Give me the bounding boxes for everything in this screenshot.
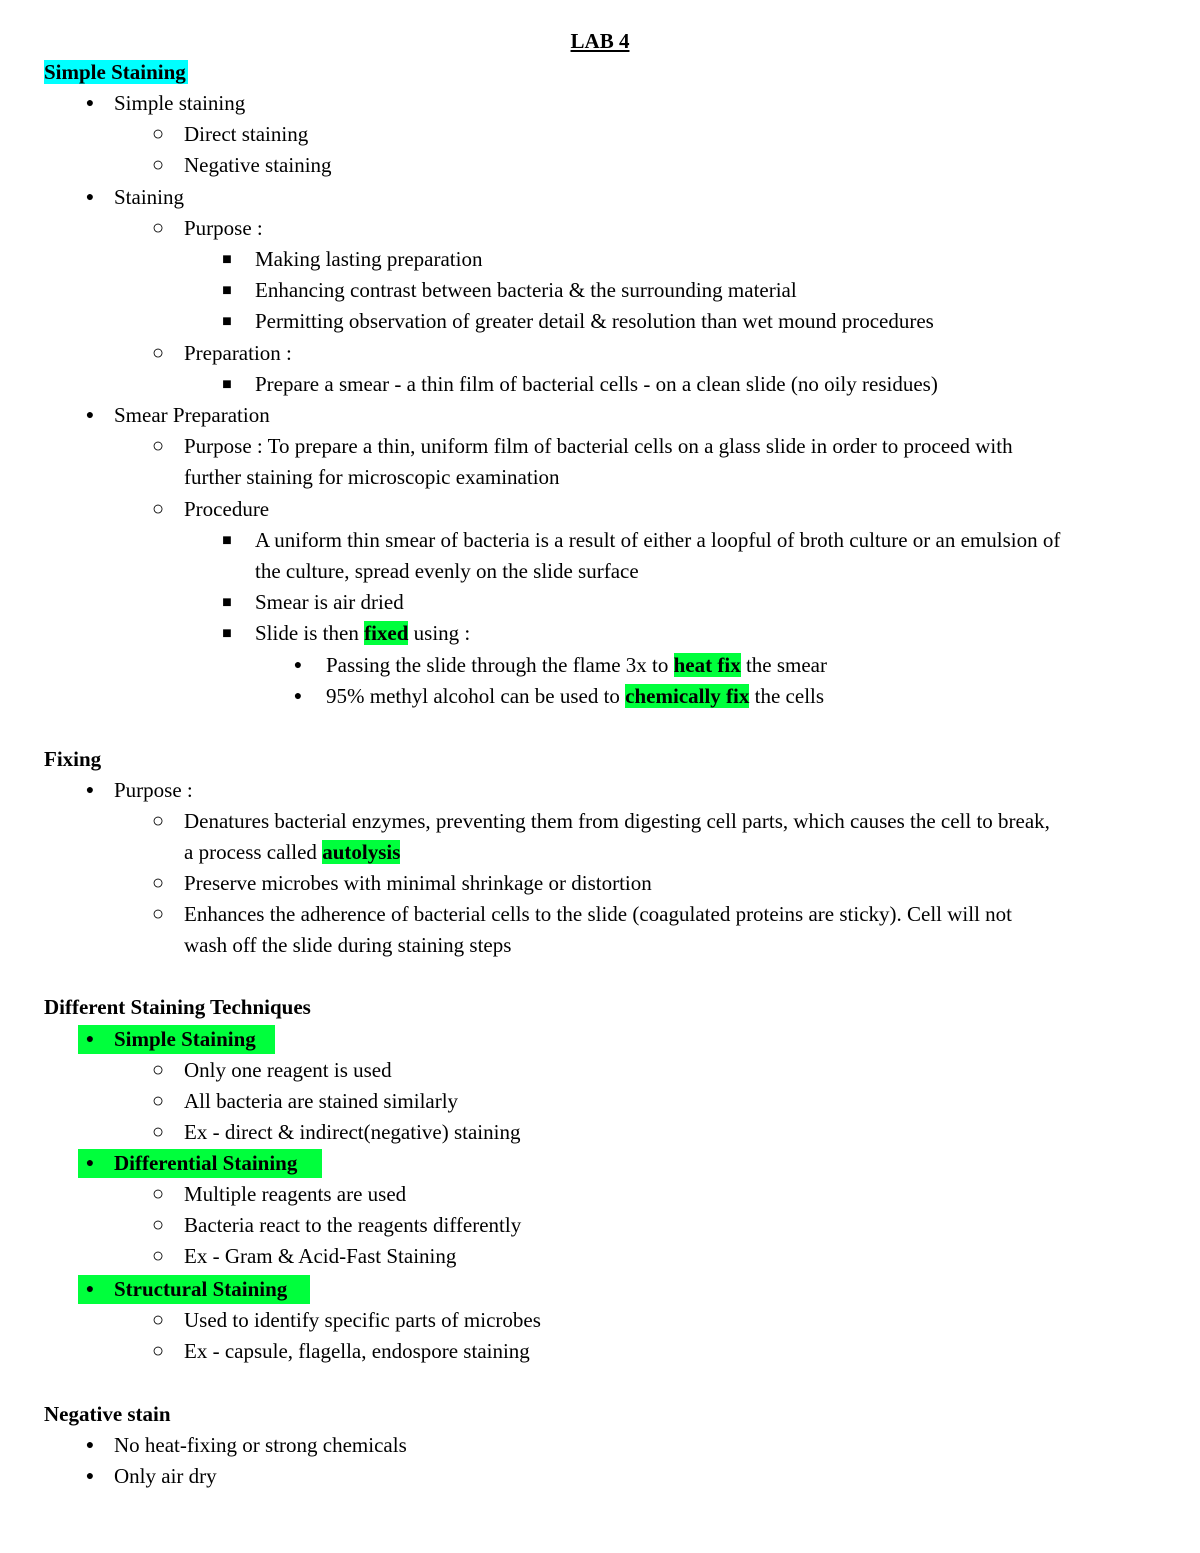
list-item <box>151 1305 541 1336</box>
item-text: Purpose : <box>184 216 263 240</box>
item-text: A uniform thin smear of bacteria is a result of either a loopful of broth culture or an emulsion of <box>255 528 1061 552</box>
bullet-circle-icon: ○ <box>151 154 165 176</box>
section-heading-simple-staining <box>44 57 188 88</box>
list-item <box>222 618 471 649</box>
bullet-disc-icon: ● <box>293 689 303 704</box>
highlight-autolysis: autolysis <box>322 840 401 864</box>
section-heading-fixing: Fixing <box>44 747 102 771</box>
item-text: Enhancing contrast between bacteria & the surrounding material <box>255 278 797 302</box>
list-item <box>151 1117 521 1148</box>
item-text: Slide is then <box>255 621 359 645</box>
item-text: 95% methyl alcohol can be used to <box>326 684 620 708</box>
list-item-continuation <box>184 462 560 493</box>
list-item <box>222 369 938 400</box>
bullet-circle-icon: ○ <box>151 1183 165 1205</box>
list-item <box>293 650 827 681</box>
item-text: Procedure <box>184 497 270 521</box>
item-text: the smear <box>745 653 827 677</box>
item-text: Multiple reagents are used <box>184 1182 407 1206</box>
item-text: Passing the slide through the flame 3x to <box>326 653 669 677</box>
bullet-circle-icon: ○ <box>151 872 165 894</box>
list-item <box>151 806 1050 837</box>
technique-structural-staining <box>85 1274 288 1305</box>
bullet-circle-icon: ○ <box>151 903 165 925</box>
list-item <box>151 1055 392 1086</box>
item-text: Preserve microbes with minimal shrinkage or distortion <box>184 871 652 895</box>
list-item <box>85 400 270 431</box>
item-text: Structural Staining <box>114 1277 288 1301</box>
bullet-square-icon: ■ <box>222 282 232 299</box>
bullet-disc-icon: ● <box>85 1282 95 1297</box>
item-text: Staining <box>114 185 185 209</box>
bullet-disc-icon: ● <box>85 408 95 423</box>
bullet-square-icon: ■ <box>222 625 232 642</box>
item-text: Preparation : <box>184 341 292 365</box>
bullet-circle-icon: ○ <box>151 1121 165 1143</box>
list-item <box>222 306 934 337</box>
item-text: Negative staining <box>184 153 332 177</box>
bullet-disc-icon: ● <box>85 1156 95 1171</box>
bullet-disc-icon: ● <box>85 1032 95 1047</box>
list-item <box>85 88 246 119</box>
item-text: Denatures bacterial enzymes, preventing them from digesting cell parts, which causes the cell to break, <box>184 809 1050 833</box>
list-item <box>85 182 185 213</box>
item-text: Only one reagent is used <box>184 1058 392 1082</box>
highlight-chemically-fix: chemically fix <box>625 684 750 708</box>
list-item <box>151 150 332 181</box>
bullet-disc-icon: ● <box>293 658 303 673</box>
item-text: wash off the slide during staining steps <box>184 933 512 957</box>
item-text: Used to identify specific parts of microbes <box>184 1308 541 1332</box>
list-item <box>151 1210 522 1241</box>
item-text: Purpose : To prepare a thin, uniform film of bacterial cells on a glass slide in order to proceed with <box>184 434 1013 458</box>
heading-text: Simple Staining <box>44 60 186 84</box>
item-text: Enhances the adherence of bacterial cells to the slide (coagulated proteins are sticky). Cell will not <box>184 902 1013 926</box>
bullet-circle-icon: ○ <box>151 217 165 239</box>
list-item-continuation <box>184 930 511 961</box>
list-item <box>151 899 1013 930</box>
item-text: All bacteria are stained similarly <box>184 1089 459 1113</box>
technique-simple-staining <box>85 1024 256 1055</box>
bullet-square-icon: ■ <box>222 376 232 393</box>
bullet-disc-icon: ● <box>85 1469 95 1484</box>
list-item <box>151 213 263 244</box>
item-text: Ex - direct & indirect(negative) staining <box>184 1120 521 1144</box>
item-text: Direct staining <box>184 122 309 146</box>
technique-differential-staining <box>85 1148 298 1179</box>
list-item <box>151 868 652 899</box>
item-text: the culture, spread evenly on the slide surface <box>255 559 639 583</box>
bullet-square-icon: ■ <box>222 532 232 549</box>
list-item <box>151 1241 457 1272</box>
list-item <box>151 1179 407 1210</box>
list-item <box>222 275 797 306</box>
item-text: No heat-fixing or strong chemicals <box>114 1433 407 1457</box>
bullet-disc-icon: ● <box>85 96 95 111</box>
section-heading-techniques: Different Staining Techniques <box>44 995 311 1019</box>
list-item-continuation <box>255 556 639 587</box>
item-text: Prepare a smear - a thin film of bacterial cells - on a clean slide (no oily residues) <box>255 372 938 396</box>
bullet-disc-icon: ● <box>85 190 95 205</box>
bullet-circle-icon: ○ <box>151 1309 165 1331</box>
list-item <box>151 431 1013 462</box>
list-item <box>222 244 483 275</box>
bullet-square-icon: ■ <box>222 594 232 611</box>
item-text: the cells <box>754 684 825 708</box>
list-item <box>151 119 309 150</box>
list-item <box>85 1461 217 1492</box>
item-text: Simple Staining <box>114 1027 256 1051</box>
bullet-circle-icon: ○ <box>151 342 165 364</box>
bullet-disc-icon: ● <box>85 1438 95 1453</box>
list-item <box>151 494 270 525</box>
item-text: Ex - capsule, flagella, endospore staining <box>184 1339 530 1363</box>
item-text: a process called <box>184 840 317 864</box>
item-text: Smear is air dried <box>255 590 404 614</box>
bullet-circle-icon: ○ <box>151 1245 165 1267</box>
section-heading-negative-stain: Negative stain <box>44 1402 171 1426</box>
list-item <box>151 338 292 369</box>
bullet-disc-icon: ● <box>85 783 95 798</box>
item-text: Ex - Gram & Acid-Fast Staining <box>184 1244 457 1268</box>
item-text: Simple staining <box>114 91 246 115</box>
bullet-circle-icon: ○ <box>151 1214 165 1236</box>
item-text: Purpose : <box>114 778 193 802</box>
item-text: Only air dry <box>114 1464 217 1488</box>
item-text: Making lasting preparation <box>255 247 483 271</box>
bullet-square-icon: ■ <box>222 313 232 330</box>
item-text: Differential Staining <box>114 1151 298 1175</box>
bullet-circle-icon: ○ <box>151 123 165 145</box>
list-item <box>151 1336 530 1367</box>
item-text: using : <box>413 621 471 645</box>
bullet-circle-icon: ○ <box>151 1090 165 1112</box>
highlight-heat-fix: heat fix <box>673 653 741 677</box>
item-text: Smear Preparation <box>114 403 270 427</box>
list-item <box>293 681 825 712</box>
list-item <box>85 1430 407 1461</box>
list-item-continuation <box>184 837 400 868</box>
bullet-circle-icon: ○ <box>151 1059 165 1081</box>
bullet-square-icon: ■ <box>222 251 232 268</box>
list-item <box>222 587 404 618</box>
list-item <box>222 525 1061 556</box>
bullet-circle-icon: ○ <box>151 1340 165 1362</box>
bullet-circle-icon: ○ <box>151 498 165 520</box>
list-item <box>151 1086 459 1117</box>
list-item <box>85 775 193 806</box>
highlight-fixed: fixed <box>364 621 409 645</box>
page-title: LAB 4 <box>570 29 630 53</box>
item-text: Bacteria react to the reagents differently <box>184 1213 522 1237</box>
item-text: Permitting observation of greater detail & resolution than wet mound procedures <box>255 309 934 333</box>
bullet-circle-icon: ○ <box>151 435 165 457</box>
bullet-circle-icon: ○ <box>151 810 165 832</box>
item-text: further staining for microscopic examination <box>184 465 560 489</box>
